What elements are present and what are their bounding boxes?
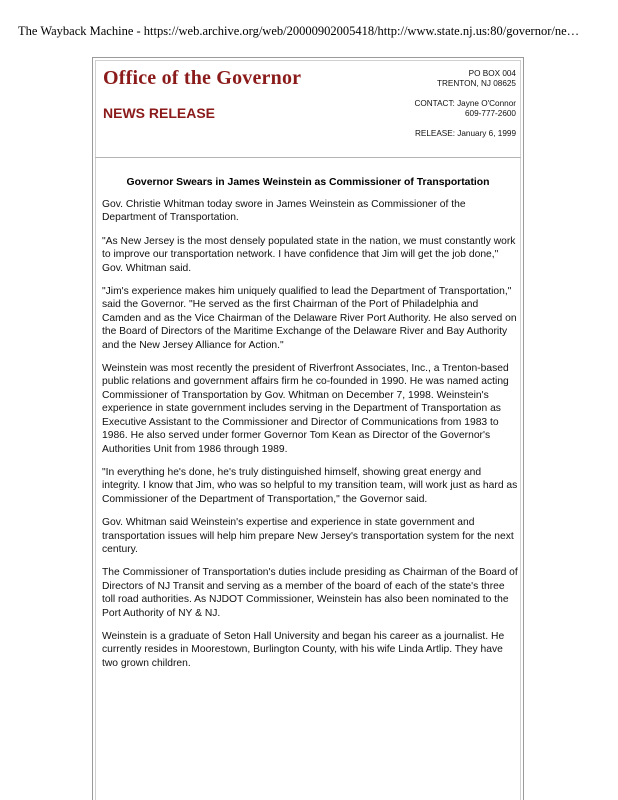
article-paragraph: Weinstein was most recently the president of Riverfront Associates, Inc., a Trenton-based public relations and government affairs firm he co-founded in 1990. He was named acting Commissioner of Transportation by Gov. Whitman on December 7, 1998. Weinstein's experience in state government includes serving in the Department of Transportation as Executive Assistant to the Commissioner and Director of Communications from 1983 to 1986. He also served under former Governor Tom Kean as Director of the Governor's Authorities Unit from 1986 through 1989. <box>102 363 509 455</box>
header-divider <box>95 157 521 158</box>
news-release-heading: NEWS RELEASE <box>103 105 216 121</box>
office-title: Office of the Governor <box>103 67 302 89</box>
release-date: RELEASE: January 6, 1999 <box>414 129 516 138</box>
article-paragraph: "In everything he's done, he's truly distinguished himself, showing great energy and integrity. I know that Jim, who was so helpful to my transition team, will work just as hard as Commissioner of the Department of Transportation," the Governor said. <box>102 466 518 505</box>
contact-name: CONTACT: Jayne O'Connor <box>414 99 516 108</box>
article-paragraph: Gov. Whitman said Weinstein's expertise and experience in state government and transportation issues will help him prepare New Jersey's transportation system for the next century. <box>102 517 514 555</box>
wayback-url-bar: The Wayback Machine - https://web.archive.org/web/20000902005418/http://www.state.nj.us:80/governor/ne… <box>18 24 580 38</box>
article-body <box>102 198 520 680</box>
po-box: PO BOX 004 <box>468 69 516 78</box>
article-paragraph: Weinstein is a graduate of Seton Hall University and began his career as a journalist. He currently resides in Moorestown, Burlington County, with his wife Linda Artlip. They have two grown children. <box>102 630 505 669</box>
city-zip: TRENTON, NJ 08625 <box>436 79 516 88</box>
article-paragraph: Gov. Christie Whitman today swore in James Weinstein as Commissioner of the Department of Transportation. <box>102 199 466 224</box>
article-paragraph: "Jim's experience makes him uniquely qualified to lead the Department of Transportation," said the Governor. "He served as the first Chairman of the Port of Philadelphia and Camden and as the Vice Chairman of the Delaware River Port Authority. He also served on the Board of Directors of the Maritime Exchange of the Delaware River and Bay Authority and the New Jersey Alliance for Action." <box>102 286 517 351</box>
article-paragraph: "As New Jersey is the most densely populated state in the nation, we must constantly work to improve our transportation network. I have confidence that Jim will get the job done," Gov. Whitman said. <box>102 235 516 274</box>
contact-block <box>414 69 516 139</box>
contact-phone: 609-777-2600 <box>465 109 516 118</box>
article-headline: Governor Swears in James Weinstein as Commissioner of Transportation <box>126 177 490 188</box>
article-paragraph: The Commissioner of Transportation's duties include presiding as Chairman of the Board of Directors of NJ Transit and serving as a member of the board of each of the state's three toll road authorities. As NJDOT Commissioner, Weinstein has also been nominated to the Port Authority of NY & NJ. <box>102 567 518 619</box>
